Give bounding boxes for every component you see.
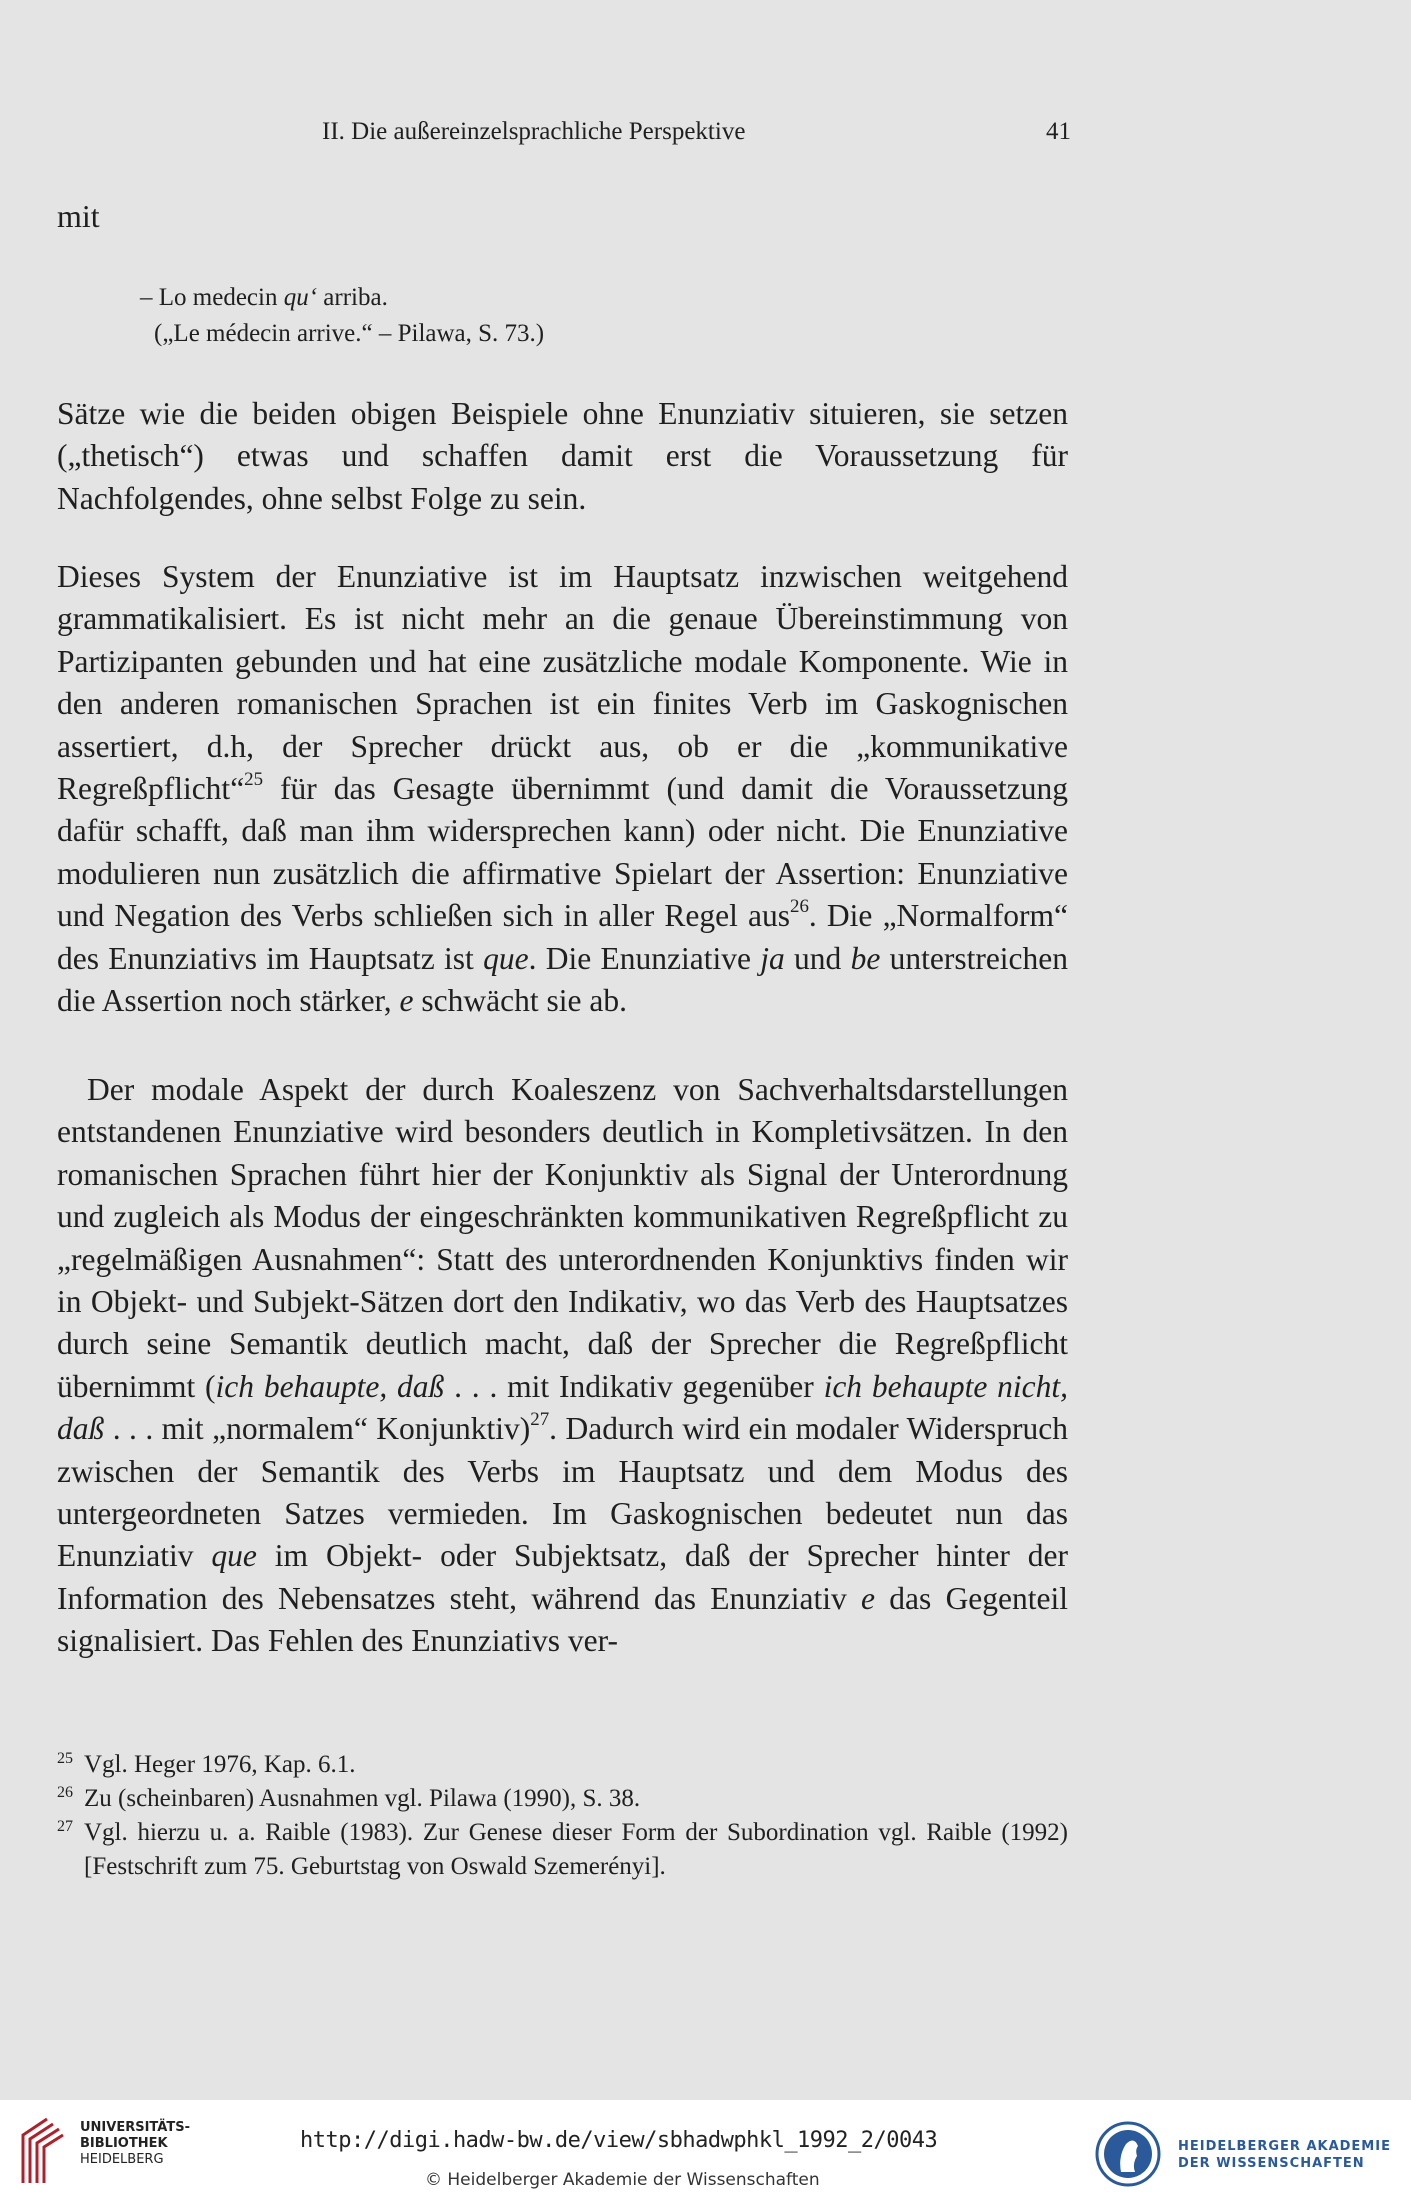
university-library-logo-icon bbox=[17, 2113, 67, 2189]
academy-name: HEIDELBERGER AKADEMIE DER WISSENSCHAFTEN bbox=[1178, 2139, 1391, 2171]
footnote-ref-27: 27 bbox=[530, 1409, 550, 1431]
example-line-2: („Le médecin arrive.“ – Pilawa, S. 73.) bbox=[154, 320, 545, 347]
footnote: 25 Vgl. Heger 1976, Kap. 6.1. bbox=[57, 1750, 356, 1778]
copyright-notice: © Heidelberger Akademie der Wissenschaften bbox=[425, 2170, 820, 2190]
footnotes bbox=[57, 1748, 1068, 1884]
intro-word: mit bbox=[57, 198, 100, 234]
paragraph-1: Sätze wie die beiden obigen Beispiele ohne Enunziativ situieren, sie setzen („thetisch“) etwas und schaffen damit erst die Voraussetzung für Nachfolgendes, ohne selbst Folge zu sein. bbox=[57, 396, 1068, 516]
running-header bbox=[0, 118, 1411, 158]
paragraph-2: Dieses System der Enunziative ist im Hauptsatz inzwischen weitgehend grammatikalisiert. Es ist nicht mehr an die genaue Übereinstimmung von Partizipanten gebunden und hat eine zusätzliche modale Komponente. Wie in den anderen romanischen Sprachen ist ein finites Verb im Gaskognischen assertiert, d.h, der Sprecher drückt aus, ob er die „kommunikative Regreßpflicht“$^{25}$ für das Gesagte übernimmt (und damit die Voraussetzung dafür schafft, daß man ihm widersprechen kann) oder nicht. Die Enunziative modulieren nun zusätzlich die affirmative Spielart der Assertion: Enunziative und Negation des Verbs schließen sich in aller Regel aus$^{26}$. Die „Normalform“ des Enunziativs im Hauptsatz ist que. Die Enunziative ja und be unterstreichen die Assertion noch stärker, e schwächt sie ab. bbox=[57, 559, 1069, 1019]
permalink-url[interactable]: http://digi.hadw-bw.de/view/sbhadwphkl_1992_2/0043 bbox=[300, 2128, 938, 2153]
footnote-ref-25: 25 bbox=[244, 768, 264, 790]
footnote-ref-26: 26 bbox=[790, 896, 809, 918]
header-title: II. Die außereinzelsprachliche Perspektive bbox=[322, 118, 746, 145]
paragraph-3: Der modale Aspekt der durch Koaleszenz von Sachverhaltsdarstellungen entstandenen Enunziative wird besonders deutlich in Kompletivsätzen. In den romanischen Sprachen führt hier der Konjunktiv als Signal der Unterordnung und zugleich als Modus der eingeschränkten kommunikativen Regreßpflicht zu „regelmäßigen Ausnahmen“: Statt des unterordnenden Konjunktivs finden wir in Objekt- und Subjekt-Sätzen dort den Indikativ, wo das Verb des Hauptsatzes durch seine Semantik deutlich macht, daß der Sprecher die Regreßpflicht übernimmt (ich behaupte, daß . . . mit Indikativ gegenüber ich behaupte nicht, daß . . . mit „normalem“ Konjunktiv)$^{27}$. Dadurch wird ein modaler Widerspruch zwischen der Semantik des Verbs im Hauptsatz und dem Modus des untergeordneten Satzes vermieden. Im Gaskognischen bedeutet nun das Enunziativ que im Objekt- oder Subjektsatz, daß der Sprecher hinter der Information des Nebensatzes steht, während das Enunziativ e das Gegenteil signalisiert. Das Fehlen des Enunziativs ver- bbox=[57, 1072, 1069, 1659]
example-line-1: – Lo medecin qu‘ arriba. bbox=[140, 284, 388, 311]
footnote: 26 Zu (scheinbaren) Ausnahmen vgl. Pilawa (1990), S. 38. bbox=[57, 1784, 641, 1812]
footer-bar bbox=[0, 2100, 1411, 2204]
footnote: 27 Vgl. hierzu u. a. Raible (1983). Zur Genese dieser Form der Subordination vgl. Raible (1992) [Festschrift zum 75. Geburtstag von Oswald Szemerényi]. bbox=[57, 1818, 1068, 1880]
academy-seal-icon bbox=[1088, 2120, 1168, 2188]
page-number: 41 bbox=[1046, 118, 1071, 145]
university-library-name: UNIVERSITÄTS- BIBLIOTHEK HEIDELBERG bbox=[80, 2120, 190, 2167]
